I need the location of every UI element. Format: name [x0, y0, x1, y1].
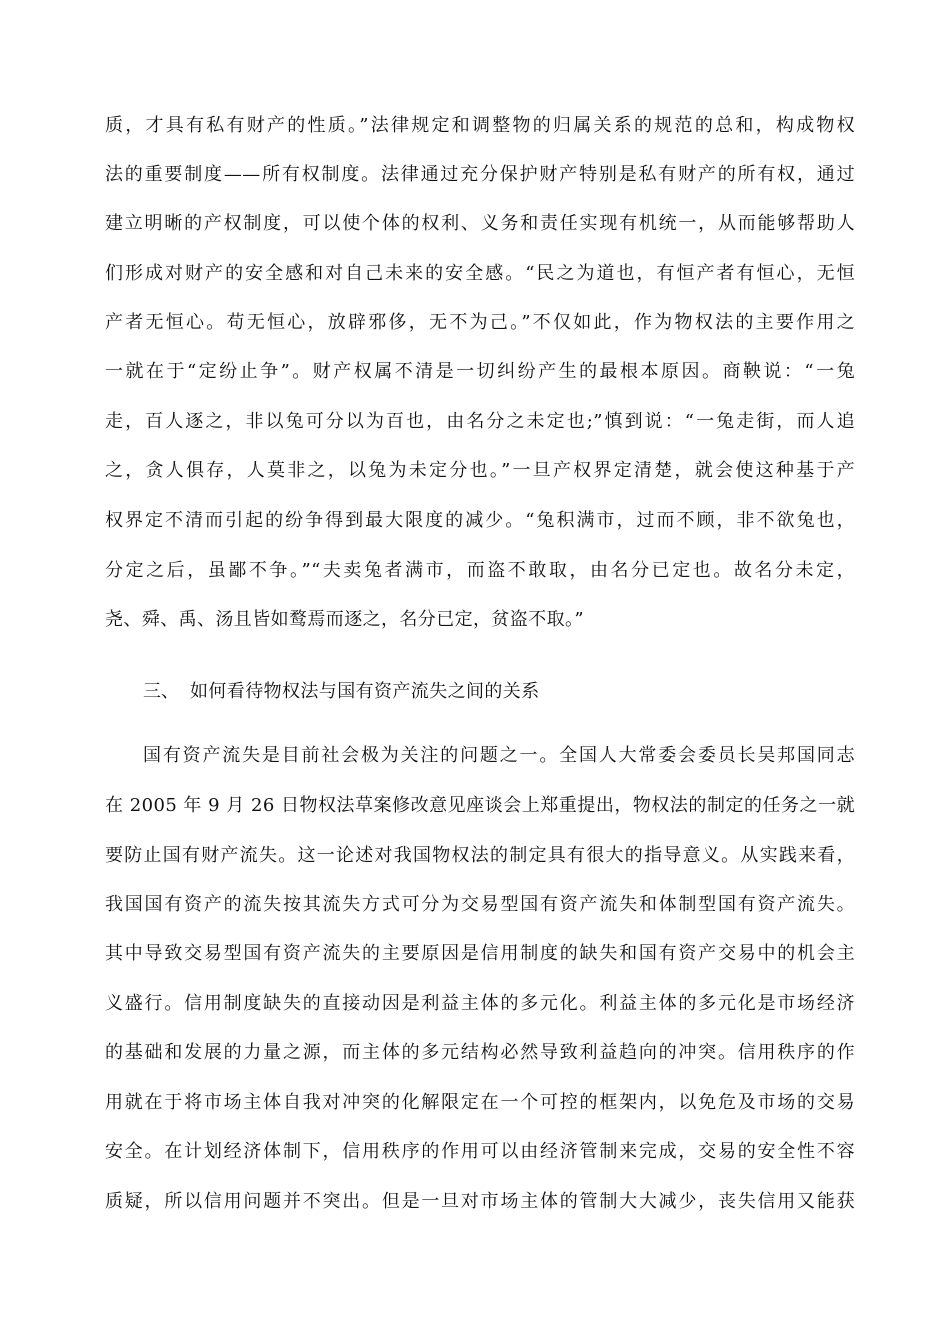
text-line: 用就在于将市场主体自我对冲突的化解限定在一个可控的框架内，以免危及市场的交易	[105, 1092, 855, 1113]
text-line: 质，才具有私有财产的性质。”法律规定和调整物的归属关系的规范的总和，构成物权	[105, 115, 855, 136]
text-line: 权界定不清而引起的纷争得到最大限度的减少。“兔积满市，过而不顾，非不欲兔也，	[105, 510, 855, 531]
text-line: 法的重要制度——所有权制度。法律通过充分保护财产特别是私有财产的所有权，通过	[105, 164, 855, 185]
text-line: 们形成对财产的安全感和对自己未来的安全感。“民之为道也，有恒产者有恒心，无恒	[105, 263, 855, 284]
text-line: 在 2005 年 9 月 26 日物权法草案修改意见座谈会上郑重提出，物权法的制定的任务之一就	[105, 795, 855, 816]
text-line: 建立明晰的产权制度，可以使个体的权利、义务和责任实现有机统一，从而能够帮助人	[105, 213, 855, 234]
section-number: 三、	[143, 681, 179, 702]
text-line: 一就在于“定纷止争”。财产权属不清是一切纠纷产生的最根本原因。商鞅说：“一兔	[105, 361, 855, 382]
text-line: 分定之后，虽鄙不争。”“夫卖兔者满市，而盗不敢取，由名分已定也。故名分未定，	[105, 560, 855, 581]
text-line: 我国国有资产的流失按其流失方式可分为交易型国有资产流失和体制型国有资产流失。	[105, 894, 855, 915]
text-line: 安全。在计划经济体制下，信用秩序的作用可以由经济管制来完成，交易的安全性不容	[105, 1141, 855, 1162]
text-line: 要防止国有财产流失。这一论述对我国物权法的制定具有很大的指导意义。从实践来看，	[105, 845, 855, 866]
text-line: 质疑，所以信用问题并不突出。但是一旦对市场主体的管制大大减少，丧失信用又能获	[105, 1191, 855, 1212]
text-line: 尧、舜、禹、汤且皆如鹜焉而逐之，名分已定，贫盗不取。”	[105, 609, 584, 630]
text-line: 之，贪人俱存，人莫非之，以兔为未定分也。”一旦产权界定清楚，就会使这种基于产	[105, 460, 855, 481]
text-line: 产者无恒心。苟无恒心，放辟邪侈，无不为己。”不仅如此，作为物权法的主要作用之	[105, 312, 855, 333]
text-line: 其中导致交易型国有资产流失的主要原因是信用制度的缺失和国有资产交易中的机会主	[105, 943, 855, 964]
text-line: 的基础和发展的力量之源，而主体的多元结构必然导致利益趋向的冲突。信用秩序的作	[105, 1042, 855, 1063]
text-line: 义盛行。信用制度缺失的直接动因是利益主体的多元化。利益主体的多元化是市场经济	[105, 993, 855, 1014]
text-line: 走，百人逐之，非以兔可分以为百也，由名分之未定也;”慎到说：“一兔走街，而人追	[105, 411, 855, 432]
section-title: 如何看待物权法与国有资产流失之间的关系	[190, 681, 540, 702]
text-line: 国有资产流失是目前社会极为关注的问题之一。全国人大常委会委员长吴邦国同志	[143, 745, 855, 766]
